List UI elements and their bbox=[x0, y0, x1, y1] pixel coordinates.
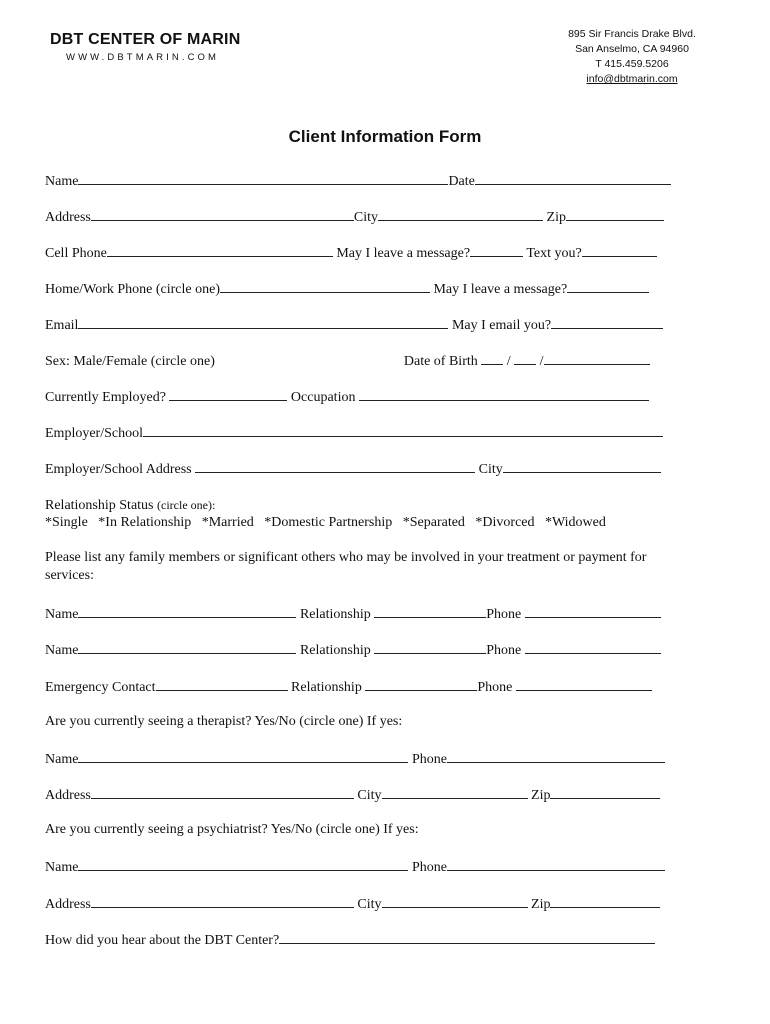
psychiatrist-address-field[interactable] bbox=[91, 894, 354, 908]
employer-city-field[interactable] bbox=[503, 459, 661, 473]
how-heard-field[interactable] bbox=[279, 930, 655, 944]
address-field[interactable] bbox=[91, 207, 354, 221]
row-psychiatrist-name bbox=[45, 857, 665, 877]
therapist-city-label: City bbox=[357, 788, 382, 803]
row-family-1 bbox=[45, 604, 661, 624]
home-work-phone-field[interactable] bbox=[220, 279, 430, 293]
city-state-zip: San Anselmo, CA 94960 bbox=[575, 43, 689, 55]
psychiatrist-zip-field[interactable] bbox=[550, 894, 660, 908]
family-2-phone-label: Phone bbox=[486, 643, 522, 658]
employer-school-label: Employer/School bbox=[45, 426, 143, 441]
row-cell-phone bbox=[45, 243, 657, 263]
therapist-phone-label: Phone bbox=[411, 752, 447, 767]
family-prompt-line-2: services: bbox=[45, 568, 94, 583]
family-1-name-field[interactable] bbox=[78, 604, 296, 618]
cell-leave-message-field[interactable] bbox=[470, 243, 523, 257]
psychiatrist-zip-label: Zip bbox=[531, 897, 551, 912]
psychiatrist-city-field[interactable] bbox=[382, 894, 528, 908]
row-sex-dob bbox=[45, 351, 650, 371]
how-heard-label: How did you hear about the DBT Center? bbox=[45, 933, 280, 948]
dob-separator-2: / bbox=[539, 354, 544, 369]
sex-label: Sex: Male/Female (circle one) bbox=[45, 354, 215, 369]
name-field[interactable] bbox=[78, 171, 448, 185]
date-label: Date bbox=[448, 174, 475, 189]
may-email-label: May I email you? bbox=[451, 318, 552, 333]
family-1-relationship-field[interactable] bbox=[374, 604, 486, 618]
row-name-date bbox=[45, 171, 671, 191]
relationship-options[interactable]: *Single *In Relationship *Married *Domestic Partnership *Separated *Divorced *Widowed bbox=[45, 515, 606, 530]
psychiatrist-city-label: City bbox=[357, 897, 382, 912]
psychiatrist-name-field[interactable] bbox=[78, 857, 408, 871]
emergency-contact-field[interactable] bbox=[156, 677, 288, 691]
employer-city-label: City bbox=[478, 462, 503, 477]
therapist-address-label: Address bbox=[45, 788, 91, 803]
family-2-relationship-field[interactable] bbox=[374, 640, 486, 654]
therapist-zip-field[interactable] bbox=[550, 785, 660, 799]
row-psychiatrist-address bbox=[45, 894, 660, 914]
date-field[interactable] bbox=[475, 171, 671, 185]
circle-one-note: (circle one): bbox=[157, 498, 216, 512]
row-email bbox=[45, 315, 663, 335]
employer-address-field[interactable] bbox=[195, 459, 475, 473]
dob-year-field[interactable] bbox=[544, 351, 650, 365]
dob-separator-1: / bbox=[506, 354, 511, 369]
emergency-relationship-field[interactable] bbox=[365, 677, 477, 691]
family-2-name-label: Name bbox=[45, 643, 79, 658]
employer-school-field[interactable] bbox=[143, 423, 663, 437]
phone-number: T 415.459.5206 bbox=[595, 58, 669, 70]
family-1-name-label: Name bbox=[45, 607, 79, 622]
therapist-zip-label: Zip bbox=[531, 788, 551, 803]
occupation-field[interactable] bbox=[359, 387, 649, 401]
family-1-phone-label: Phone bbox=[486, 607, 522, 622]
row-family-2 bbox=[45, 640, 661, 660]
home-leave-message-field[interactable] bbox=[567, 279, 649, 293]
family-prompt-line-1: Please list any family members or significant others who may be involved in your treatment or payment for bbox=[45, 550, 647, 565]
email-field[interactable] bbox=[78, 315, 448, 329]
row-how-heard bbox=[45, 930, 655, 950]
therapist-address-field[interactable] bbox=[91, 785, 354, 799]
employed-label: Currently Employed? bbox=[45, 390, 166, 405]
relationship-status-label: Relationship Status bbox=[45, 498, 154, 513]
emergency-phone-label: Phone bbox=[477, 680, 513, 695]
therapist-name-field[interactable] bbox=[78, 749, 408, 763]
contact-block bbox=[520, 27, 744, 87]
therapist-city-field[interactable] bbox=[382, 785, 528, 799]
cell-leave-message-label: May I leave a message? bbox=[336, 246, 471, 261]
text-you-field[interactable] bbox=[582, 243, 657, 257]
street-address: 895 Sir Francis Drake Blvd. bbox=[568, 28, 696, 40]
psychiatrist-name-label: Name bbox=[45, 860, 79, 875]
emergency-contact-label: Emergency Contact bbox=[45, 680, 156, 695]
org-name: DBT CENTER OF MARIN bbox=[50, 31, 241, 48]
dob-label: Date of Birth bbox=[403, 354, 478, 369]
psychiatrist-question: Are you currently seeing a psychiatrist? Yes/No (circle one) If yes: bbox=[45, 822, 419, 837]
zip-label: Zip bbox=[546, 210, 566, 225]
row-therapist-name bbox=[45, 749, 665, 769]
row-employment bbox=[45, 387, 649, 407]
psychiatrist-address-label: Address bbox=[45, 897, 91, 912]
row-home-work-phone bbox=[45, 279, 649, 299]
therapist-name-label: Name bbox=[45, 752, 79, 767]
home-leave-message-label: May I leave a message? bbox=[433, 282, 568, 297]
family-1-phone-field[interactable] bbox=[525, 604, 661, 618]
row-employer-school bbox=[45, 423, 663, 443]
email-label: Email bbox=[45, 318, 79, 333]
occupation-label: Occupation bbox=[290, 390, 356, 405]
form-title: Client Information Form bbox=[288, 127, 482, 146]
may-email-field[interactable] bbox=[551, 315, 663, 329]
name-label: Name bbox=[45, 174, 79, 189]
row-relationship-status bbox=[45, 496, 215, 515]
text-you-label: Text you? bbox=[526, 246, 582, 261]
cell-phone-label: Cell Phone bbox=[45, 246, 107, 261]
cell-phone-field[interactable] bbox=[107, 243, 333, 257]
employed-field[interactable] bbox=[169, 387, 287, 401]
therapist-question: Are you currently seeing a therapist? Yes/No (circle one) If yes: bbox=[45, 714, 403, 729]
org-website[interactable]: WWW.DBTMARIN.COM bbox=[66, 52, 220, 63]
city-label: City bbox=[353, 210, 379, 225]
row-therapist-address bbox=[45, 785, 660, 805]
emergency-phone-field[interactable] bbox=[516, 677, 652, 691]
row-emergency-contact bbox=[45, 677, 652, 697]
row-address bbox=[45, 207, 664, 227]
psychiatrist-phone-label: Phone bbox=[411, 860, 447, 875]
family-1-relationship-label: Relationship bbox=[299, 607, 371, 622]
psychiatrist-phone-field[interactable] bbox=[447, 857, 665, 871]
therapist-phone-field[interactable] bbox=[447, 749, 665, 763]
row-employer-school-address bbox=[45, 459, 661, 479]
family-2-phone-field[interactable] bbox=[525, 640, 661, 654]
home-work-phone-label: Home/Work Phone (circle one) bbox=[45, 282, 220, 297]
email-link[interactable]: info@dbtmarin.com bbox=[586, 73, 678, 85]
address-label: Address bbox=[45, 210, 91, 225]
emergency-relationship-label: Relationship bbox=[291, 680, 362, 695]
employer-address-label: Employer/School Address bbox=[45, 462, 192, 477]
zip-field[interactable] bbox=[566, 207, 664, 221]
family-2-name-field[interactable] bbox=[78, 640, 296, 654]
family-2-relationship-label: Relationship bbox=[299, 643, 371, 658]
dob-day-field[interactable] bbox=[514, 351, 536, 365]
dob-month-field[interactable] bbox=[481, 351, 503, 365]
city-field[interactable] bbox=[378, 207, 543, 221]
